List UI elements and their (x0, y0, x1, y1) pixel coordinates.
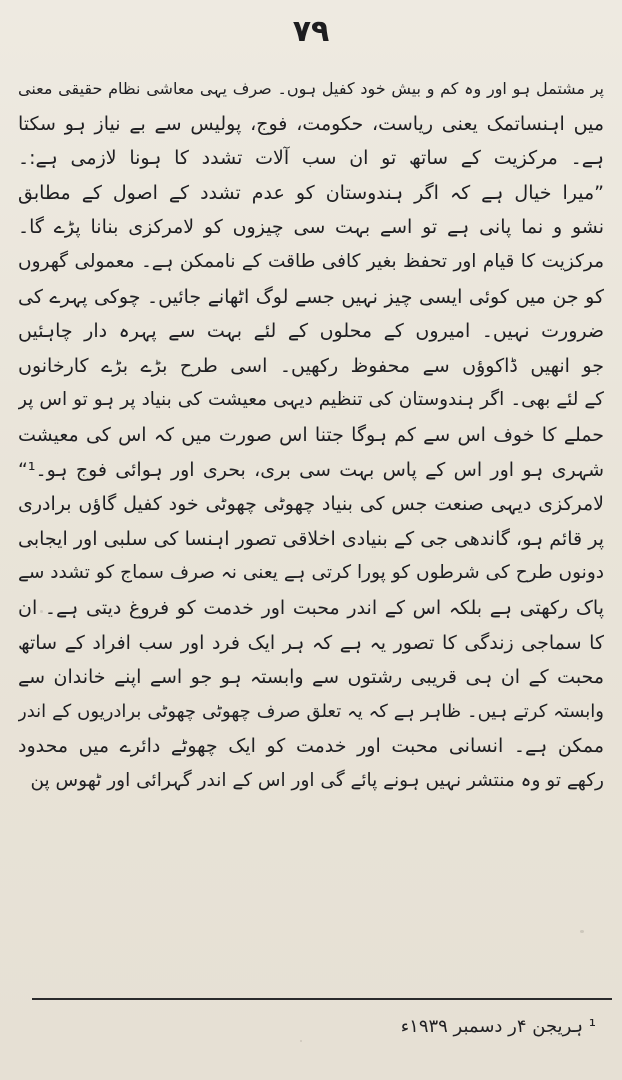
text-line: میں اہنساتمک یعنی ریاست، حکومت، فوج، پولیس سے بے نیاز ہو سکتا (18, 112, 604, 135)
text-line: رکھے تو وہ منتشر نہیں ہونے پائے گی اور اس کے اندر گہرائی اور ٹھوس پن (30, 769, 604, 791)
text-line: ممکن ہے۔ انسانی محبت اور خدمت کو ایک چھوٹے دائرے میں محدود (18, 735, 604, 758)
text-line: ضرورت نہیں۔ امیروں کے محلوں کے لئے بہت سے پہرہ دار چاہئیں (18, 320, 604, 343)
text-line: محبت کے ان ہی قریبی رشتوں سے وابستہ ہو جو اسے اپنے خاندان سے (18, 666, 604, 689)
text-line: نشو و نما پانی ہے تو اسے بہت سی چیزوں کو لامرکزی بنانا پڑے گا۔ (18, 216, 604, 239)
text-line: دونوں طرح کی شرطوں کو پورا کرتی ہے یعنی نہ صرف سماج کو تشدد سے (18, 562, 604, 584)
text-line: مرکزیت کا قیام اور تحفظ بغیر کافی طاقت کے ناممکن ہے۔ معمولی گھروں (18, 250, 604, 272)
text-line: پر قائم ہو، گاندھی جی کے بنیادی اخلاقی تصور اہنسا کی سلبی اور ایجابی (18, 527, 604, 550)
body-text (18, 72, 604, 902)
text-line: کا سماجی زندگی کا تصور یہ ہے کہ ہر ایک فرد اور سب افراد کے ساتھ (18, 631, 604, 654)
text-line: وابستہ کرتے ہیں۔ ظاہر ہے کہ یہ تعلق صرف چھوٹی چھوٹی برادریوں کے اندر (18, 700, 604, 722)
footnote: ¹ ہریجن ۴ر دسمبر ۱۹۳۹ء (400, 1016, 596, 1037)
text-line: حملے کا خوف اس سے کم ہوگا جتنا اس صورت میں کہ اس کی معیشت (18, 423, 604, 446)
page-number: ٧٩ (292, 14, 330, 49)
text-line: شہری ہو اور اس کے پاس بہت سی بری، بحری اور ہوائی فوج ہو۔¹“ (18, 458, 604, 481)
text-line: جو انھیں ڈاکوؤں سے محفوظ رکھیں۔ اسی طرح بڑے بڑے کارخانوں (18, 354, 604, 377)
paper-speck (580, 930, 584, 933)
footnote-divider (32, 998, 612, 1000)
text-line: کے لئے بھی۔ اگر ہندوستان کی تنظیم دیہی معیشت کی بنیاد پر ہو تو اس پر (18, 389, 604, 411)
paper-speck (300, 1040, 302, 1042)
text-line: پر مشتمل ہو اور وہ کم و بیش خود کفیل ہوں۔ صرف یہی معاشی نظام حقیقی معنی (18, 79, 604, 98)
text-line: پاک رکھتی ہے بلکہ اس کے اندر محبت اور خدمت کو فروغ دیتی ہے۔ ان (18, 596, 604, 619)
paper-speck (40, 610, 43, 613)
text-line: ہے۔ مرکزیت کے ساتھ تو ان سب آلات تشدد کا ہونا لازمی ہے:۔ (18, 147, 604, 170)
text-line: ”میرا خیال ہے کہ اگر ہندوستان کو عدم تشدد کے اصول کے مطابق (18, 181, 604, 204)
text-line: لامرکزی دیہی صنعت جس کی بنیاد چھوٹی چھوٹی خود کفیل گاؤں برادری (18, 493, 604, 516)
text-line: کو جن میں کوئی ایسی چیز نہیں جسے لوگ اٹھانے جائیں۔ چوکی پہرے کی (18, 285, 604, 308)
